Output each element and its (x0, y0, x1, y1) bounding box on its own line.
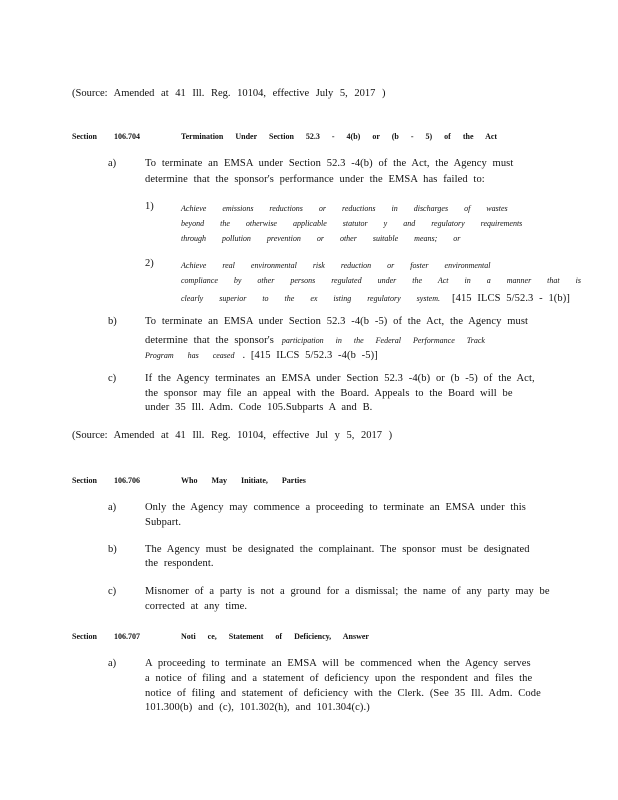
source-note: (Source: Amended at 41 Ill. Reg. 10104, effective Jul y 5, 2017 ) (72, 430, 393, 441)
citation: . [415 ILCS 5/52.3 -4(b -5)] (242, 350, 378, 361)
paragraph-line: the respondent. (145, 558, 214, 569)
item-label-2: 2) (145, 258, 154, 269)
paragraph-line: To terminate an EMSA under Section 52.3 -4(b) of the Act, the Agency must (145, 158, 514, 169)
paragraph-line: Only the Agency may commence a proceeding to terminate an EMSA under this (145, 502, 526, 513)
source-note: (Source: Amended at 41 Ill. Reg. 10104, effective July 5, 2017 ) (72, 88, 386, 99)
italic-line: through pollution prevention or other suitable means; or (181, 234, 461, 243)
mixed-line (145, 345, 378, 363)
mixed-line (181, 288, 570, 306)
subsection-label-c: c) (108, 586, 117, 597)
paragraph-line: the sponsor may file an appeal with the Board. Appeals to the Board will be (145, 388, 513, 399)
paragraph-line: corrected at any time. (145, 601, 248, 612)
italic-line: Achieve real environmental risk reduction or foster environmental (181, 261, 491, 270)
paragraph-line: a notice of filing and a statement of deficiency upon the respondent and files the (145, 673, 533, 684)
section-title: Noti ce, Statement of Deficiency, Answer (181, 632, 369, 641)
subsection-label-b: b) (108, 544, 117, 555)
section-title: Who May Initiate, Parties (181, 476, 306, 485)
subsection-label-c: c) (108, 373, 117, 384)
section-title: Termination Under Section 52.3 - 4(b) or (b - 5) of the Act (181, 132, 498, 141)
italic-line: Achieve emissions reductions or reductions in discharges of wastes (181, 204, 508, 213)
section-word: Section (72, 476, 97, 485)
paragraph-line: If the Agency terminates an EMSA under Section 52.3 -4(b) or (b -5) of the Act, (145, 373, 535, 384)
paragraph-line: Subpart. (145, 517, 182, 528)
subsection-label-b: b) (108, 316, 117, 327)
section-number: 106.707 (114, 632, 140, 641)
plain-text: determine that the sponsor's (145, 335, 274, 346)
paragraph-line: determine that the sponsor's performance under the EMSA has failed to: (145, 174, 485, 185)
section-word: Section (72, 632, 97, 641)
paragraph-line: To terminate an EMSA under Section 52.3 -4(b -5) of the Act, the Agency must (145, 316, 529, 327)
section-number: 106.704 (114, 132, 140, 141)
subsection-label-a: a) (108, 158, 117, 169)
paragraph-line: notice of filing and statement of deficiency with the Clerk. (See 35 Ill. Adm. Code (145, 688, 541, 699)
paragraph-line: Misnomer of a party is not a ground for a dismissal; the name of any party may be (145, 586, 550, 597)
italic-text: clearly superior to the ex isting regulatory system. (181, 294, 441, 303)
item-label-1: 1) (145, 201, 154, 212)
paragraph-line: under 35 Ill. Adm. Code 105.Subparts A and B. (145, 402, 373, 413)
section-number: 106.706 (114, 476, 140, 485)
paragraph-line: 101.300(b) and (c), 101.302(h), and 101.304(c).) (145, 702, 370, 713)
subsection-label-a: a) (108, 502, 117, 513)
paragraph-line: A proceeding to terminate an EMSA will be commenced when the Agency serves (145, 658, 531, 669)
subsection-label-a: a) (108, 658, 117, 669)
citation: [415 ILCS 5/52.3 - 1(b)] (452, 293, 570, 304)
section-word: Section (72, 132, 97, 141)
italic-text: participation in the Federal Performance Track (281, 336, 485, 345)
paragraph-line: The Agency must be designated the complainant. The sponsor must be designated (145, 544, 530, 555)
italic-line: compliance by other persons regulated under the Act in a manner that is (181, 276, 581, 285)
italic-text: Program has ceased (145, 351, 235, 360)
italic-line: beyond the otherwise applicable statutor y and regulatory requirements (181, 219, 523, 228)
